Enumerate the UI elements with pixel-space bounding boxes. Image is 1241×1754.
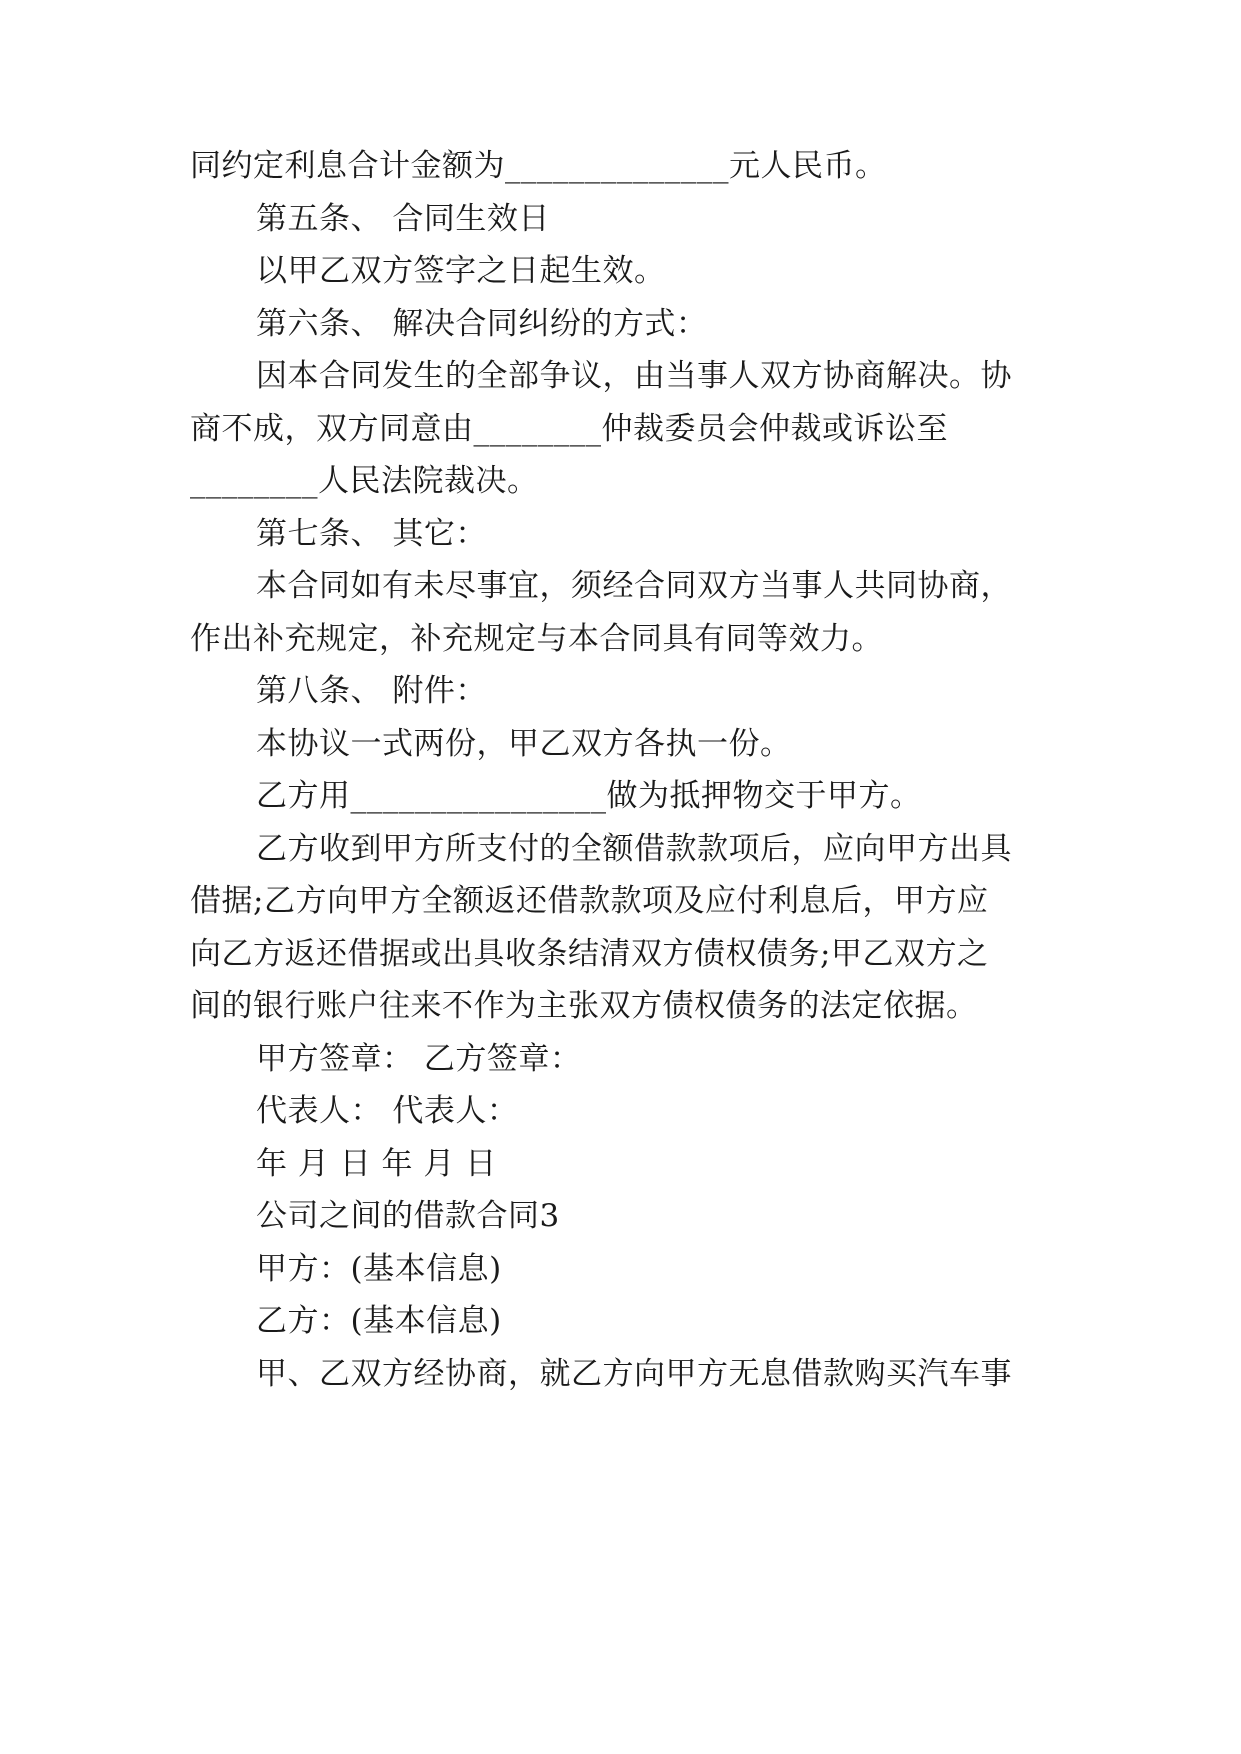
paragraph-line: 甲、乙双方经协商，就乙方向甲方无息借款购买汽车事 [256, 1356, 1012, 1392]
paragraph-line: 商不成，双方同意由________仲裁委员会仲裁或诉讼至 [190, 411, 948, 447]
clause-heading-5: 第五条、 合同生效日 [256, 201, 550, 237]
paragraph-line: 本协议一式两份，甲乙双方各执一份。 [256, 726, 792, 762]
paragraph-line: 间的银行账户往来不作为主张双方债权债务的法定依据。 [190, 988, 978, 1024]
paragraph-line: ________人民法院裁决。 [190, 463, 539, 499]
party-a-line: 甲方：(基本信息) [256, 1251, 502, 1287]
paragraph-line: 借据;乙方向甲方全额返还借款款项及应付利息后，甲方应 [190, 883, 989, 919]
paragraph-line: 以甲乙双方签字之日起生效。 [256, 253, 666, 289]
paragraph-line: 乙方收到甲方所支付的全额借款款项后，应向甲方出具 [256, 831, 1012, 867]
paragraph-line: 向乙方返还借据或出具收条结清双方债权债务;甲乙双方之 [190, 936, 989, 972]
paragraph-line: 因本合同发生的全部争议，由当事人双方协商解决。协 [256, 358, 1012, 394]
clause-heading-6: 第六条、 解决合同纠纷的方式： [256, 306, 708, 342]
clause-heading-7: 第七条、 其它： [256, 516, 487, 552]
section-title: 公司之间的借款合同3 [256, 1198, 560, 1234]
date-line: 年 月 日 年 月 日 [256, 1146, 497, 1182]
clause-heading-8: 第八条、 附件： [256, 673, 487, 709]
paragraph-line: 作出补充规定，补充规定与本合同具有同等效力。 [190, 621, 883, 657]
paragraph-line: 本合同如有未尽事宜，须经合同双方当事人共同协商， [256, 568, 1012, 604]
party-b-line: 乙方：(基本信息) [256, 1303, 502, 1339]
signature-line: 甲方签章： 乙方签章： [256, 1041, 582, 1077]
paragraph-line: 同约定利息合计金额为______________元人民币。 [190, 148, 887, 184]
paragraph-line: 乙方用________________做为抵押物交于甲方。 [256, 778, 922, 814]
representative-line: 代表人： 代表人： [256, 1093, 519, 1129]
